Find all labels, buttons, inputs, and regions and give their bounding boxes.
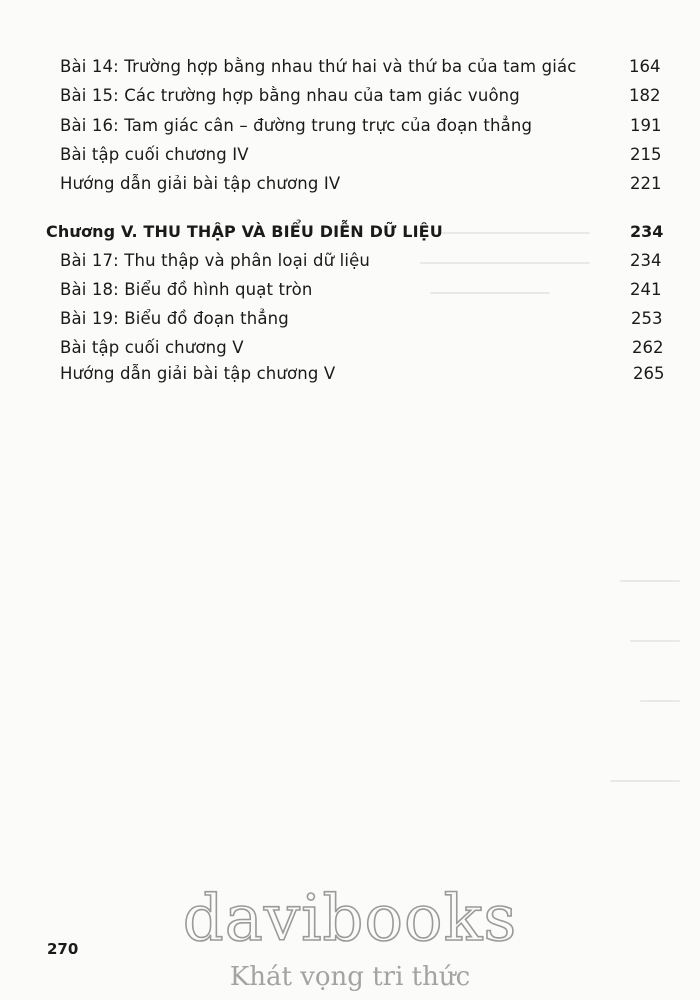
toc-entry bbox=[0, 114, 700, 144]
toc-entry-page: 182 bbox=[629, 86, 661, 105]
toc-entry-title: Bài 15: Các trường hợp bằng nhau của tam giác vuông bbox=[60, 86, 520, 105]
toc-entry bbox=[0, 307, 700, 337]
toc-entry-page: 164 bbox=[629, 57, 661, 76]
toc-entry-title: Bài 16: Tam giác cân – đường trung trực của đoạn thẳng bbox=[60, 116, 533, 135]
toc-entry bbox=[0, 172, 700, 202]
davibooks-watermark-logo bbox=[150, 868, 550, 1000]
page-number: 270 bbox=[47, 940, 79, 958]
toc-entry bbox=[0, 249, 700, 279]
chapter-page: 234 bbox=[630, 222, 664, 241]
toc-chapter-heading bbox=[0, 220, 700, 250]
toc-entry bbox=[0, 55, 700, 85]
toc-entry-page: 221 bbox=[630, 174, 662, 193]
bleed-through-line bbox=[630, 640, 680, 642]
toc-entry bbox=[0, 278, 700, 308]
chapter-title: Chương V. THU THẬP VÀ BIỂU DIỄN DỮ LIỆU bbox=[46, 222, 443, 241]
toc-entry bbox=[0, 362, 700, 392]
toc-entry-page: 253 bbox=[631, 309, 663, 328]
bleed-through-line bbox=[620, 580, 680, 582]
toc-entry-title: Hướng dẫn giải bài tập chương V bbox=[60, 364, 336, 383]
svg-text:Khát vọng tri thức: Khát vọng tri thức bbox=[229, 962, 471, 992]
toc-entry-page: 265 bbox=[633, 364, 665, 383]
toc-entry-title: Hướng dẫn giải bài tập chương IV bbox=[60, 174, 341, 193]
toc-entry bbox=[0, 84, 700, 114]
toc-entry-page: 241 bbox=[630, 280, 662, 299]
toc-entry-page: 191 bbox=[630, 116, 662, 135]
svg-text:davibooks: davibooks bbox=[182, 882, 518, 956]
bleed-through-line bbox=[610, 780, 680, 782]
toc-entry-title: Bài 19: Biểu đồ đoạn thẳng bbox=[60, 309, 289, 328]
toc-entry-title: Bài 18: Biểu đồ hình quạt tròn bbox=[60, 280, 313, 299]
bleed-through-line bbox=[640, 700, 680, 702]
toc-entry-title: Bài tập cuối chương IV bbox=[60, 145, 249, 164]
toc-entry-page: 215 bbox=[630, 145, 662, 164]
toc-entry-title: Bài 17: Thu thập và phân loại dữ liệu bbox=[60, 251, 371, 270]
toc-entry-title: Bài tập cuối chương V bbox=[60, 338, 244, 357]
toc-entry-title: Bài 14: Trường hợp bằng nhau thứ hai và thứ ba của tam giác bbox=[60, 57, 577, 76]
toc-entry-page: 262 bbox=[632, 338, 664, 357]
toc-entry bbox=[0, 143, 700, 173]
toc-entry-page: 234 bbox=[630, 251, 662, 270]
